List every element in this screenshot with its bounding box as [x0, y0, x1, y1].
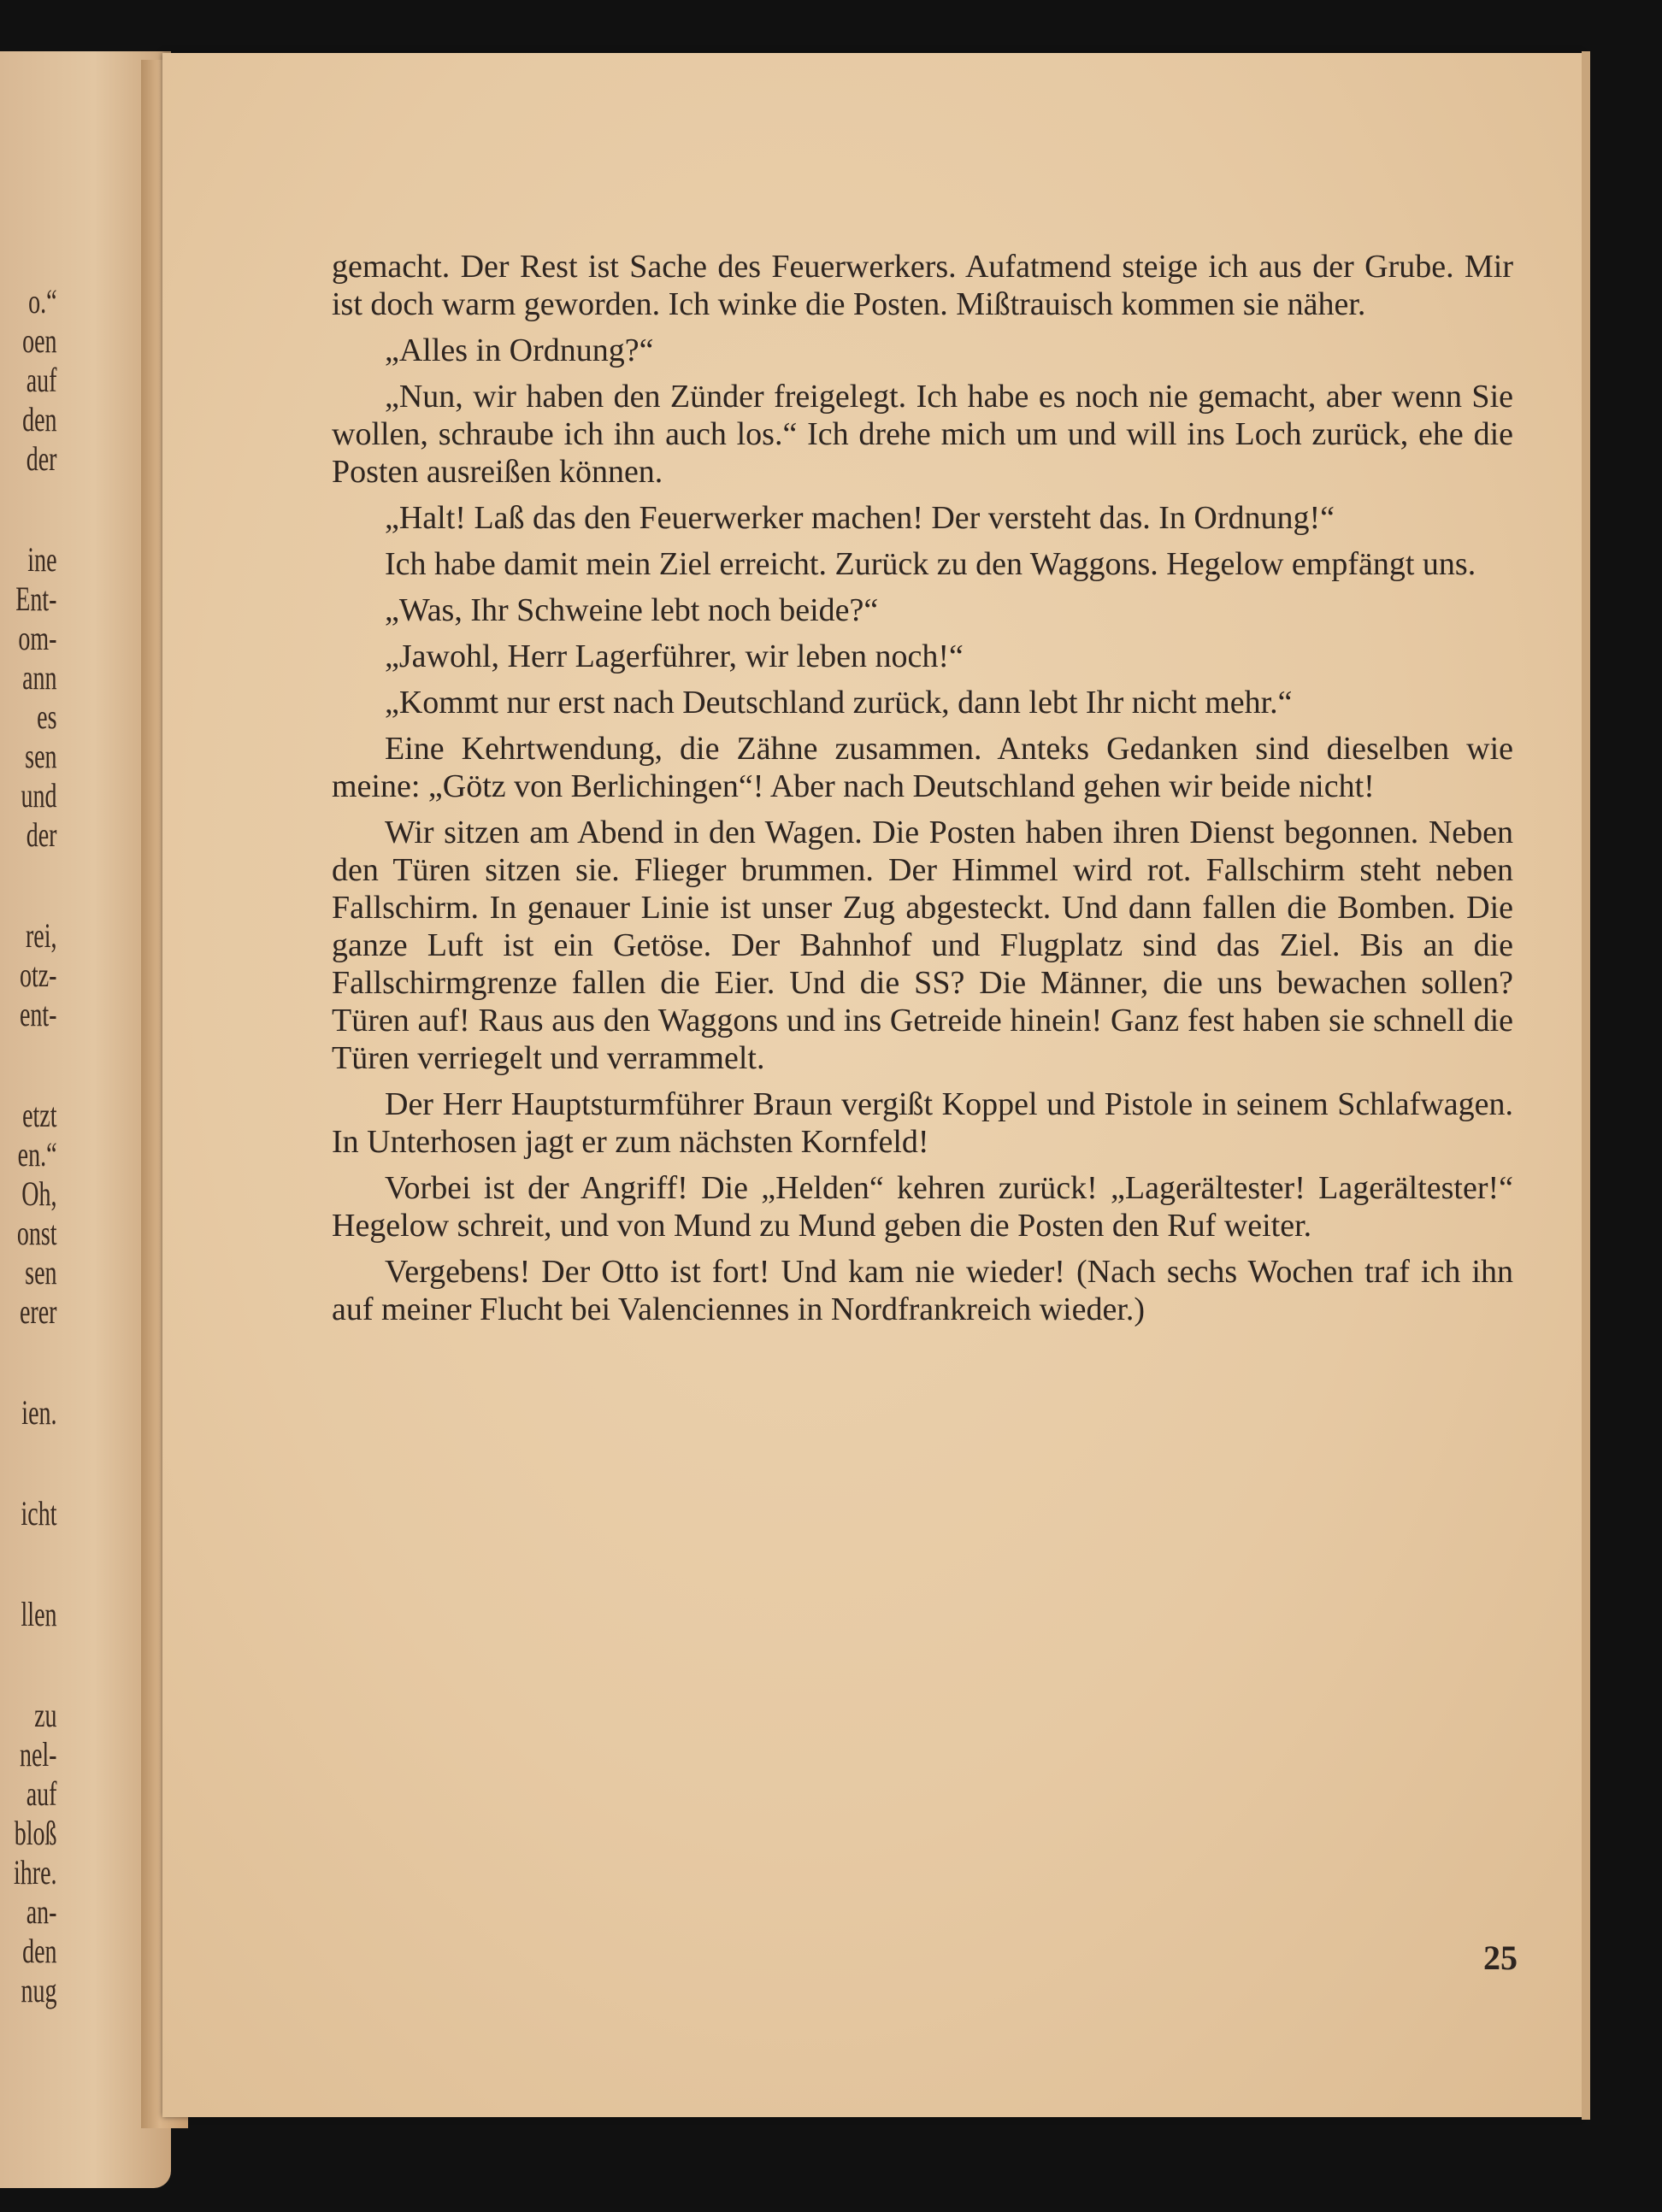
- page-edge: [1582, 51, 1590, 2120]
- left-page-fragment: [0, 1332, 57, 1393]
- left-page-fragment: [0, 479, 57, 540]
- left-page-fragment: [0, 1433, 57, 1494]
- left-page-fragment: und: [21, 776, 57, 815]
- left-page-fragment: Oh,: [21, 1174, 57, 1213]
- left-page-fragment: ann: [22, 658, 57, 697]
- left-page-fragment: [0, 1634, 57, 1696]
- left-page-fragment: ine: [27, 540, 57, 579]
- left-page-fragment: bloß: [14, 1814, 57, 1852]
- left-page-fragment: zu: [34, 1696, 57, 1734]
- paragraph: „Kommt nur erst nach Deutschland zurück, dann lebt Ihr nicht mehr.“: [385, 685, 1293, 721]
- left-page-fragment: an-: [26, 1892, 57, 1931]
- left-page-fragment: den: [22, 400, 57, 438]
- left-page-fragment: der: [26, 439, 57, 478]
- left-page-fragment: ien.: [21, 1393, 57, 1432]
- left-page-fragment: ihre.: [13, 1853, 57, 1891]
- paragraph: Eine Kehrtwendung, die Zähne zusammen. Anteks Gedanken sind dieselben wie meine: „Götz von Berlichingen“! Aber nach Deutschland gehen wir beide nicht!: [332, 731, 1513, 804]
- paragraph: Ich habe damit mein Ziel erreicht. Zurück zu den Waggons. Hegelow empfängt uns.: [385, 546, 1476, 582]
- left-page-fragment: otz-: [19, 956, 57, 994]
- paragraph: Vorbei ist der Angriff! Die „Helden“ kehren zurück! „Lagerältester! Lagerältester!“ Hegelow schreit, und von Mund zu Mund geben die Posten den Ruf weiter.: [332, 1170, 1513, 1244]
- left-page-fragment: sen: [25, 1253, 57, 1291]
- page-number: 25: [1483, 1938, 1518, 1977]
- left-page-fragment: [0, 1034, 57, 1096]
- paragraph: Wir sitzen am Abend in den Wagen. Die Posten haben ihren Dienst begonnen. Neben den Türen sitzen sie. Flieger brummen. Der Himmel wird rot. Fallschirm steht neben Fallschirm. In genauer Linie ist unser Zug abgesteckt. Und dann fallen die Bomben. Die ganze Luft ist ein Getöse. Der Bahnhof und Flugplatz sind das Ziel. Bis an die Fallschirmgrenze fallen die Eier. Und die SS? Die Männer, die uns bewachen sollen? Türen auf! Raus aus den Waggons und ins Getreide hinein! Ganz fest haben sie schnell die Türen verriegelt und verrammelt.: [332, 815, 1513, 1076]
- left-page-fragment: nel-: [19, 1735, 57, 1774]
- left-page-fragment: llen: [21, 1595, 57, 1633]
- left-page-fragment: rei,: [25, 916, 57, 955]
- left-page-fragment: es: [37, 697, 57, 736]
- left-page-fragment: ent-: [19, 995, 57, 1033]
- paragraph: Der Herr Hauptsturmführer Braun vergißt Koppel und Pistole in seinem Schlafwagen. In Unterhosen jagt er zum nächsten Kornfeld!: [332, 1086, 1513, 1160]
- left-page-fragment: onst: [16, 1214, 57, 1252]
- left-page-fragment: sen: [25, 737, 57, 775]
- left-page-text-fragments: [0, 282, 57, 2010]
- left-page-fragment: om-: [18, 619, 57, 657]
- left-page-fragment: icht: [21, 1494, 57, 1533]
- paragraph: „Alles in Ordnung?“: [385, 332, 654, 368]
- paragraph: „Halt! Laß das den Feuerwerker machen! Der versteht das. In Ordnung!“: [385, 500, 1335, 536]
- left-page-fragment: Ent-: [15, 579, 57, 618]
- left-page-fragment: etzt: [22, 1096, 57, 1134]
- left-page-fragment: der: [26, 815, 57, 854]
- left-page-fragment: oen: [22, 321, 57, 360]
- paragraph: „Nun, wir haben den Zünder freigelegt. Ich habe es noch nie gemacht, aber wenn Sie wollen, schraube ich ihn auch los.“ Ich drehe mich um und will ins Loch zurück, ehe die Posten ausreißen können.: [332, 379, 1513, 490]
- paragraph: Vergebens! Der Otto ist fort! Und kam nie wieder! (Nach sechs Wochen traf ich ihn auf meiner Flucht bei Valenciennes in Nordfrankreich wieder.): [332, 1254, 1513, 1327]
- right-page: [162, 53, 1582, 2117]
- left-page-fragment: [0, 855, 57, 916]
- paragraph: gemacht. Der Rest ist Sache des Feuerwerkers. Aufatmend steige ich aus der Grube. Mir ist doch warm geworden. Ich winke die Posten. Mißtrauisch kommen sie näher.: [332, 249, 1513, 322]
- left-page-fragment: erer: [19, 1292, 57, 1331]
- left-page-fragment: auf: [26, 1774, 57, 1813]
- left-page-fragment: o.“: [28, 282, 57, 321]
- page-body-text: [332, 248, 1513, 1337]
- paragraph: „Was, Ihr Schweine lebt noch beide?“: [385, 592, 879, 628]
- left-page-fragment: [0, 1533, 57, 1595]
- paragraph: „Jawohl, Herr Lagerführer, wir leben noch!“: [385, 638, 964, 674]
- left-page-fragment: den: [22, 1932, 57, 1970]
- left-page-fragment: en.“: [17, 1135, 57, 1174]
- left-page-fragment: nug: [21, 1971, 57, 2009]
- left-page-fragment: auf: [26, 361, 57, 399]
